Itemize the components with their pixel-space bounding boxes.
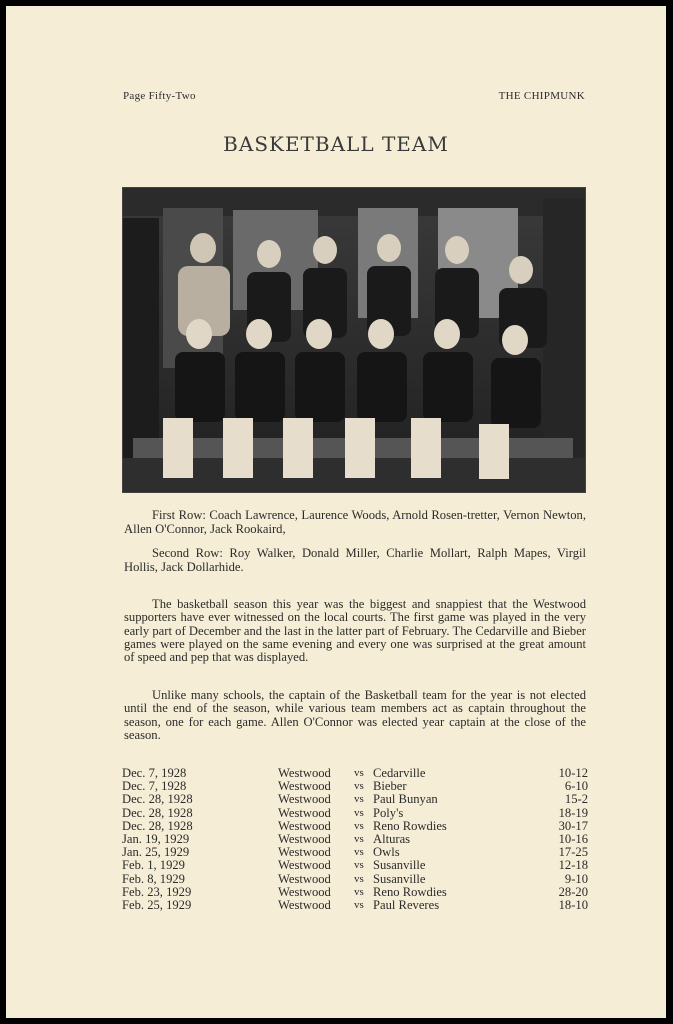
schedule-row: [122, 833, 588, 846]
versus-label: vs: [354, 819, 364, 832]
captain-paragraph: [124, 689, 586, 742]
versus-label: vs: [354, 832, 364, 845]
opponent-team: Paul Bunyan: [373, 792, 438, 807]
home-team: Westwood: [278, 792, 331, 807]
versus-label: vs: [354, 898, 364, 911]
publication-name: THE CHIPMUNK: [498, 90, 585, 102]
schedule-row: [122, 899, 588, 912]
game-score: 6-10: [564, 779, 588, 794]
game-score: 18-10: [558, 897, 588, 912]
game-schedule: [122, 767, 588, 912]
team-photo: [122, 187, 586, 493]
game-score: 9-10: [564, 871, 588, 886]
game-score: 15-2: [564, 792, 588, 807]
home-team: Westwood: [278, 897, 331, 912]
opponent-team: Bieber: [373, 779, 407, 794]
game-score: 10-16: [558, 831, 588, 846]
schedule-row: [122, 820, 588, 833]
versus-label: vs: [354, 872, 364, 885]
game-date: Dec. 28, 1928: [122, 818, 193, 833]
first-row-caption: [124, 508, 586, 536]
first-row-text: First Row: Coach Lawrence, Laurence Woods, Arnold Rosen-tretter, Vernon Newton, Allen O'Connor, Jack Rookaird,: [124, 508, 586, 536]
opponent-team: Poly's: [373, 805, 404, 820]
schedule-row: [122, 886, 588, 899]
game-score: 18-19: [558, 805, 588, 820]
game-score: 28-20: [558, 884, 588, 899]
versus-label: vs: [354, 780, 364, 793]
page-title: BASKETBALL TEAM: [223, 132, 449, 156]
game-date: Dec. 28, 1928: [122, 792, 193, 807]
home-team: Westwood: [278, 858, 331, 873]
game-date: Feb. 1, 1929: [122, 858, 185, 873]
versus-label: vs: [354, 793, 364, 806]
versus-label: vs: [354, 846, 364, 859]
game-date: Feb. 23, 1929: [122, 884, 192, 899]
opponent-team: Alturas: [373, 831, 411, 846]
page-number-label: Page Fifty-Two: [123, 90, 196, 102]
versus-label: vs: [354, 885, 364, 898]
versus-label: vs: [354, 767, 364, 779]
game-score: 30-17: [558, 818, 588, 833]
second-row-caption: [124, 546, 586, 574]
opponent-team: Paul Reveres: [373, 897, 440, 912]
game-date: Jan. 25, 1929: [122, 845, 190, 860]
schedule-row: [122, 767, 588, 780]
game-date: Dec. 7, 1928: [122, 779, 187, 794]
opponent-team: Susanville: [373, 871, 426, 886]
paragraph-text: The basketball season this year was the biggest and snappiest that the Westwood supporters have ever witnessed on the local courts. The first game was played in the very early part of December and the last in the latter part of February. The Cedarville and Bieber games were played on the same evening and every one was surprised at the great amount of speed and pep that was displayed.: [124, 597, 586, 665]
versus-label: vs: [354, 806, 364, 819]
opponent-team: Reno Rowdies: [373, 884, 447, 899]
schedule-row: [122, 859, 588, 872]
opponent-team: Owls: [373, 845, 400, 860]
paragraph-text: Unlike many schools, the captain of the Basketball team for the year is not elected until the end of the season, while various team members act as captain throughout the season, one for each game. Allen O'Connor was elected year captain at the close of the season.: [124, 688, 586, 742]
opponent-team: Susanville: [373, 858, 426, 873]
home-team: Westwood: [278, 805, 331, 820]
schedule-row: [122, 873, 588, 886]
home-team: Westwood: [278, 818, 331, 833]
home-team: Westwood: [278, 871, 331, 886]
schedule-row: [122, 846, 588, 859]
home-team: Westwood: [278, 766, 331, 780]
game-score: 17-25: [558, 845, 588, 860]
versus-label: vs: [354, 859, 364, 872]
schedule-row: [122, 793, 588, 806]
home-team: Westwood: [278, 884, 331, 899]
season-paragraph: [124, 598, 586, 664]
opponent-team: Cedarville: [373, 766, 426, 780]
game-score: 12-18: [558, 858, 588, 873]
game-date: Jan. 19, 1929: [122, 831, 190, 846]
game-date: Feb. 8, 1929: [122, 871, 185, 886]
game-date: Dec. 28, 1928: [122, 805, 193, 820]
yearbook-page: [6, 6, 666, 1018]
home-team: Westwood: [278, 831, 331, 846]
home-team: Westwood: [278, 845, 331, 860]
game-date: Dec. 7, 1928: [122, 766, 187, 780]
team-photo-illustration: [123, 188, 585, 492]
home-team: Westwood: [278, 779, 331, 794]
opponent-team: Reno Rowdies: [373, 818, 447, 833]
schedule-row: [122, 807, 588, 820]
game-date: Feb. 25, 1929: [122, 897, 192, 912]
second-row-text: Second Row: Roy Walker, Donald Miller, Charlie Mollart, Ralph Mapes, Virgil Hollis, Jack Dollarhide.: [124, 546, 586, 574]
game-score: 10-12: [558, 766, 588, 780]
